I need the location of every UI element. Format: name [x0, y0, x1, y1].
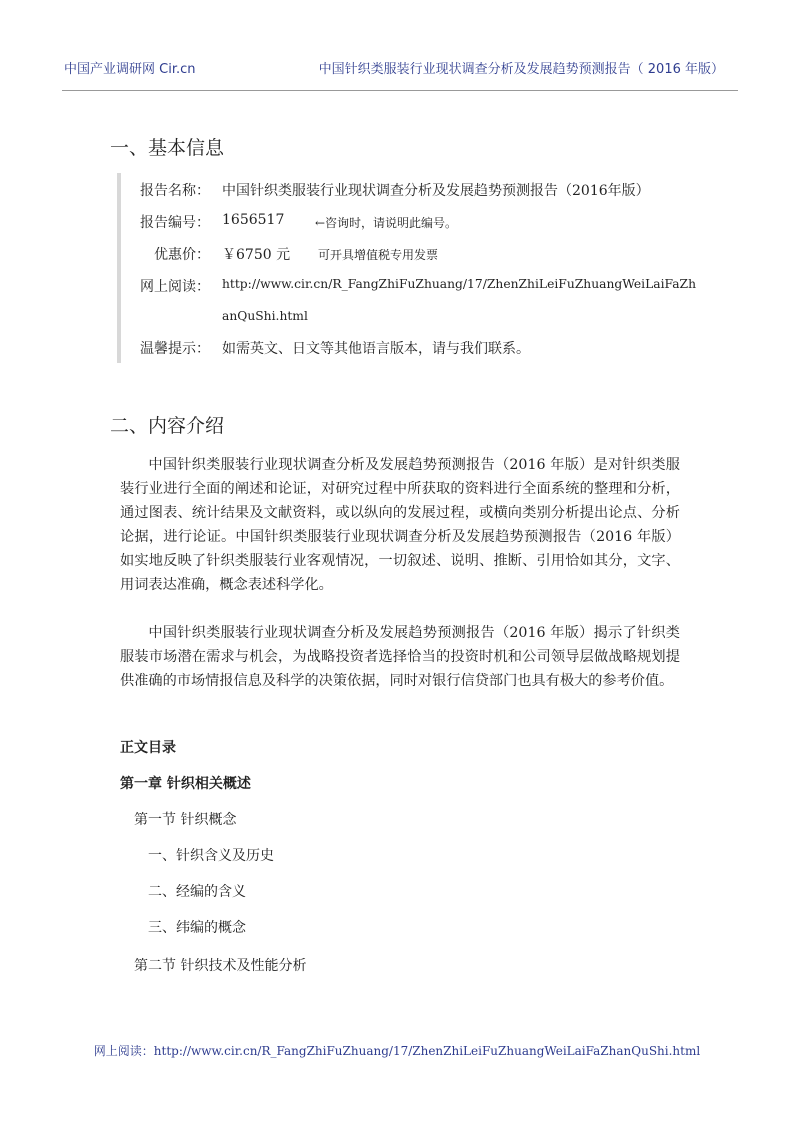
price-label: 优惠价： — [154, 247, 210, 263]
header-report-title: 中国针织类服装行业现状调查分析及发展趋势预测报告（ 2016 年版） — [318, 62, 724, 77]
report-no-label: 报告编号： — [140, 215, 210, 231]
online-label: 网上阅读： — [140, 279, 210, 295]
footer-online-link[interactable]: 网上阅读：http://www.cir.cn/R_FangZhiFuZhuang/17/ZhenZhiLeiFuZhuangWeiLaiFaZhanQuShi.html — [93, 1044, 701, 1058]
report-no-note: ←咨询时，请说明此编号。 — [315, 216, 458, 230]
price-note: 可开具增值税专用发票 — [318, 248, 439, 262]
toc-chapter-1: 第一章 针织相关概述 — [120, 776, 251, 792]
header-site: 中国产业调研网 Cir.cn — [64, 62, 196, 77]
report-no-value: 1656517 — [222, 212, 285, 228]
toc-item-1: 一、针织含义及历史 — [148, 848, 274, 864]
online-url-line2[interactable]: anQuShi.html — [222, 309, 308, 323]
toc-section-2: 第二节 针织技术及性能分析 — [134, 958, 307, 974]
section-basic-info-title: 一、基本信息 — [110, 137, 225, 159]
toc-item-2: 二、经编的含义 — [148, 884, 246, 900]
tip-value: 如需英文、日文等其他语言版本，请与我们联系。 — [222, 341, 530, 357]
report-name-value: 中国针织类服装行业现状调查分析及发展趋势预测报告（2016年版） — [222, 183, 650, 199]
toc-heading: 正文目录 — [120, 740, 176, 756]
section-intro-title: 二、内容介绍 — [110, 415, 225, 437]
price-value: ￥6750 元 — [222, 247, 291, 263]
report-name-label: 报告名称： — [140, 183, 210, 199]
intro-paragraph-1: 中国针织类服装行业现状调查分析及发展趋势预测报告（2016 年版）是对针织类服装行业进行全面的阐述和论证，对研究过程中所获取的资料进行全面系统的整理和分析，通过图表、统计结果及文献资料，或以纵向的发展过程，或横向类别分析提出论点、分析论据，进行论证。中国针织类服装行业现状调查分析及发展趋势预测报告（2016 年版）如实地反映了针织类服装行业客观情况，一切叙述、说明、推断、引用恰如其分，文字、用词表达准确，概念表述科学化。 — [120, 457, 680, 593]
toc-section-1: 第一节 针织概念 — [134, 812, 237, 828]
online-url-line1[interactable]: http://www.cir.cn/R_FangZhiFuZhuang/17/ZhenZhiLeiFuZhuangWeiLaiFaZh — [222, 277, 697, 291]
intro-paragraph-2: 中国针织类服装行业现状调查分析及发展趋势预测报告（2016 年版）揭示了针织类服装市场潜在需求与机会，为战略投资者选择恰当的投资时机和公司领导层做战略规划提供准确的市场情报信息及科学的决策依据，同时对银行信贷部门也具有极大的参考价值。 — [120, 625, 680, 689]
header-divider — [62, 90, 738, 91]
toc-item-3: 三、纬编的概念 — [148, 920, 246, 936]
tip-label: 温馨提示： — [140, 341, 210, 357]
info-box — [117, 173, 721, 363]
